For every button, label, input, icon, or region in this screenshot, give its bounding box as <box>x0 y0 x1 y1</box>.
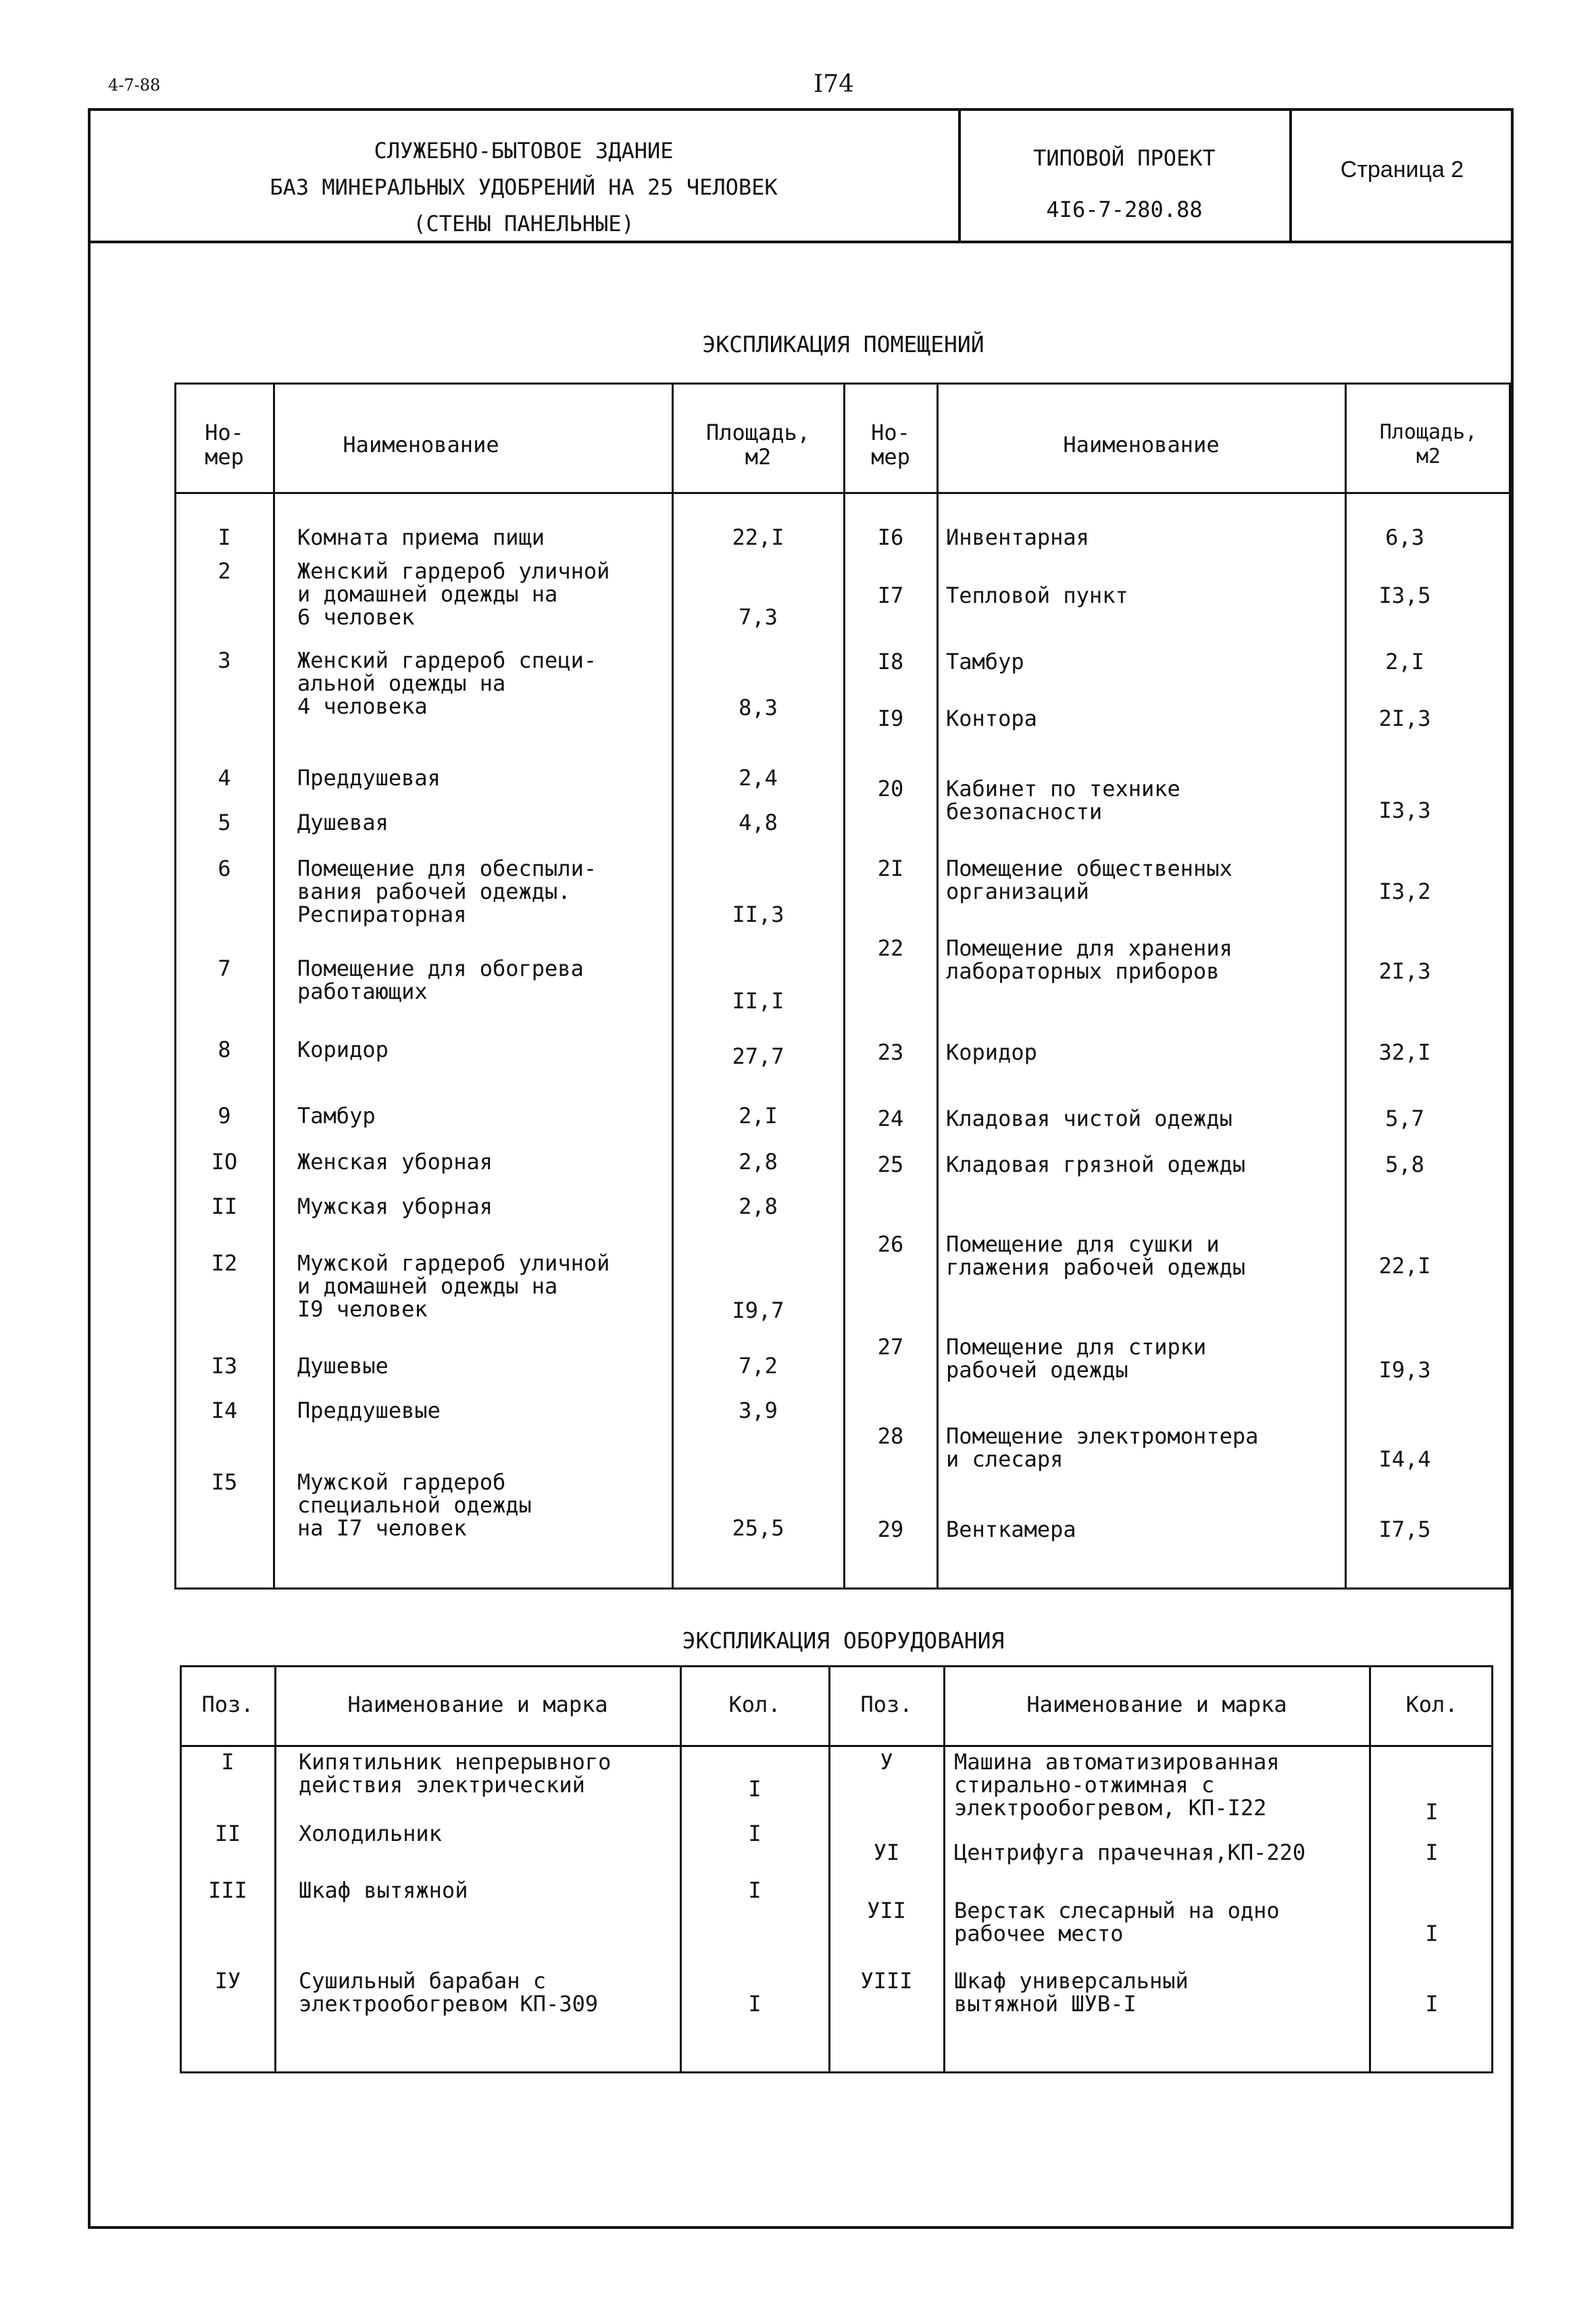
room-name: Душевые <box>297 1353 389 1379</box>
room-number: 27 <box>877 1334 904 1360</box>
room-name: Инвентарная <box>946 524 1089 550</box>
equipment-col-divider <box>828 1665 830 2073</box>
project-number: 4I6-7-280.88 <box>1046 197 1203 222</box>
equipment-header-name-2: Наименование и марка <box>1026 1692 1287 1717</box>
room-name: Помещение для хранения лабораторных приборов <box>946 935 1232 984</box>
room-number: I6 <box>877 524 904 550</box>
room-area: 32,I <box>1378 1039 1431 1065</box>
rooms-col-divider <box>273 383 275 1590</box>
room-number: I4 <box>211 1398 238 1423</box>
rooms-col-divider <box>672 383 674 1590</box>
equipment-name: Машина автоматизированная стирально-отжимная с электрообогревом, КП-I22 <box>954 1749 1280 1821</box>
equipment-name: Центрифуга прачечная,КП-220 <box>954 1840 1306 1865</box>
room-name: Преддушевые <box>297 1398 441 1423</box>
room-name: Кладовая грязной одежды <box>946 1152 1246 1177</box>
room-area: 5,7 <box>1385 1106 1424 1131</box>
equipment-position: I <box>221 1749 234 1775</box>
room-area: I4,4 <box>1378 1446 1431 1472</box>
room-name: Помещение электромонтера и слесаря <box>946 1423 1259 1472</box>
room-area: 2,I <box>739 1103 778 1129</box>
equipment-name: Сушильный барабан с электрообогревом КП-309 <box>299 1968 599 2017</box>
rooms-col-divider <box>1345 383 1347 1590</box>
equipment-name: Холодильник <box>299 1821 442 1846</box>
room-number: 5 <box>218 810 231 835</box>
rooms-header-name-2: Наименование <box>1063 432 1220 458</box>
equipment-quantity: I <box>748 1877 762 1903</box>
room-area: 7,3 <box>739 604 778 630</box>
room-number: 24 <box>877 1106 904 1131</box>
room-area: II,3 <box>732 902 784 927</box>
room-number: II <box>211 1193 238 1219</box>
room-name: Душевая <box>297 810 389 835</box>
room-name: Венткамера <box>946 1517 1076 1542</box>
equipment-quantity: I <box>748 1776 762 1802</box>
rooms-header-area: Площадь, м2 <box>705 420 811 470</box>
equipment-quantity: I <box>1425 1991 1439 2017</box>
header-title-line-1: СЛУЖЕБНО-БЫТОВОЕ ЗДАНИЕ <box>374 138 674 164</box>
equipment-header-qty: Кол. <box>728 1692 781 1717</box>
document-code: 4-7-88 <box>108 76 161 95</box>
room-name: Коридор <box>946 1039 1037 1065</box>
room-number: I8 <box>877 649 904 674</box>
rooms-header-name: Наименование <box>343 432 499 458</box>
equipment-quantity: I <box>1425 1799 1439 1825</box>
room-area: 5,8 <box>1385 1152 1424 1177</box>
room-area: 25,5 <box>732 1515 784 1541</box>
project-block <box>961 132 1288 235</box>
equipment-quantity: I <box>1425 1921 1439 1946</box>
room-number: 6 <box>218 856 231 881</box>
equipment-name: Верстак слесарный на одно рабочее место <box>954 1898 1280 1946</box>
room-name: Тамбур <box>297 1103 376 1129</box>
room-area: 2,4 <box>739 765 778 791</box>
room-number: I9 <box>877 706 904 731</box>
project-label: ТИПОВОЙ ПРОЕКТ <box>1033 145 1216 171</box>
room-number: 22 <box>877 935 904 961</box>
room-number: 4 <box>218 765 231 791</box>
equipment-header-pos-2: Поз. <box>860 1692 913 1717</box>
header-title <box>95 132 953 242</box>
room-number: I2 <box>211 1250 238 1276</box>
room-area: I9,3 <box>1378 1357 1431 1383</box>
equipment-name: Шкаф универсальный вытяжной ШУВ-I <box>954 1968 1189 2017</box>
rooms-col-divider <box>843 383 845 1590</box>
room-number: 20 <box>877 776 904 802</box>
room-name: Тамбур <box>946 649 1024 674</box>
room-area: I7,5 <box>1378 1517 1431 1542</box>
equipment-quantity: I <box>748 1821 762 1846</box>
room-name: Мужской гардероб специальной одежды на I7 человек <box>297 1469 532 1541</box>
equipment-header-qty-2: Кол. <box>1405 1692 1458 1717</box>
equipment-name: Шкаф вытяжной <box>299 1877 468 1903</box>
room-number: I5 <box>211 1469 238 1495</box>
room-number: 28 <box>877 1423 904 1449</box>
room-number: I3 <box>211 1353 238 1379</box>
room-name: Контора <box>946 706 1037 731</box>
room-name: Помещение для сушки и глажения рабочей одежды <box>946 1231 1246 1280</box>
room-area: 4,8 <box>739 810 778 835</box>
equipment-position: II <box>214 1821 241 1846</box>
room-number: 29 <box>877 1517 904 1542</box>
equipment-position: IУ <box>214 1968 241 1994</box>
equipment-position: УIII <box>860 1968 913 1994</box>
equipment-position: III <box>208 1877 247 1903</box>
equipment-col-divider <box>680 1665 682 2073</box>
room-number: 7 <box>218 956 231 981</box>
equipment-col-divider <box>1369 1665 1371 2073</box>
equipment-table-title: ЭКСПЛИКАЦИЯ ОБОРУДОВАНИЯ <box>682 1627 1005 1654</box>
room-name: Преддушевая <box>297 765 441 791</box>
room-name: Помещение для стирки рабочей одежды <box>946 1334 1207 1383</box>
page-number: I74 <box>814 70 855 98</box>
room-area: 2,8 <box>739 1193 778 1219</box>
room-area: 2I,3 <box>1378 958 1431 984</box>
room-number: 3 <box>218 647 231 673</box>
room-area: 7,2 <box>739 1353 778 1379</box>
room-number: I7 <box>877 583 904 608</box>
room-area: 22,I <box>1378 1253 1431 1279</box>
rooms-header-divider <box>174 492 1511 494</box>
room-area: 2,8 <box>739 1149 778 1175</box>
room-name: Кабинет по технике безопасности <box>946 776 1180 824</box>
equipment-header-divider <box>180 1745 1493 1747</box>
room-number: 26 <box>877 1231 904 1257</box>
rooms-col-divider <box>937 383 939 1590</box>
room-number: 2I <box>877 856 904 881</box>
rooms-header-number-2: Но- мер <box>871 420 910 470</box>
header-title-line-2: БАЗ МИНЕРАЛЬНЫХ УДОБРЕНИЙ НА 25 ЧЕЛОВЕК <box>270 174 778 200</box>
room-number: 9 <box>218 1103 231 1129</box>
equipment-position: УII <box>867 1898 906 1923</box>
room-area: 6,3 <box>1385 524 1424 550</box>
header-title-line-3: (СТЕНЫ ПАНЕЛЬНЫЕ) <box>413 211 634 237</box>
rooms-header-area-2: Площадь, м2 <box>1379 420 1478 468</box>
equipment-header-name: Наименование и марка <box>347 1692 608 1717</box>
room-name: Женский гардероб специ- альной одежды на 4 человека <box>297 647 597 719</box>
room-name: Помещение для обогрева работающих <box>297 956 584 1004</box>
room-name: Женская уборная <box>297 1149 493 1175</box>
page-label: Страница 2 <box>1340 157 1464 182</box>
room-name: Помещение общественных организаций <box>946 856 1232 904</box>
room-name: Помещение для обеспыли- вания рабочей одежды. Респираторная <box>297 856 597 927</box>
room-area: 2,I <box>1385 649 1424 674</box>
room-area: I3,3 <box>1378 797 1431 823</box>
room-name: Коридор <box>297 1037 389 1062</box>
room-area: 8,3 <box>739 695 778 720</box>
equipment-col-divider <box>943 1665 945 2073</box>
room-name: Комната приема пищи <box>297 524 545 550</box>
room-number: 8 <box>218 1037 231 1062</box>
equipment-position: У <box>880 1749 893 1775</box>
room-area: I3,5 <box>1378 583 1431 608</box>
equipment-position: УI <box>873 1840 900 1865</box>
room-area: 3,9 <box>739 1398 778 1423</box>
room-name: Мужской гардероб уличной и домашней одежды на I9 человек <box>297 1250 610 1322</box>
equipment-header-pos: Поз. <box>201 1692 254 1717</box>
room-area: 27,7 <box>732 1043 784 1069</box>
room-area: 2I,3 <box>1378 706 1431 731</box>
room-number: 2 <box>218 558 231 584</box>
room-name: Тепловой пункт <box>946 583 1128 608</box>
equipment-quantity: I <box>1425 1840 1439 1865</box>
room-name: Кладовая чистой одежды <box>946 1106 1232 1131</box>
equipment-col-divider <box>274 1665 276 2073</box>
room-area: I3,2 <box>1378 879 1431 904</box>
room-area: 22,I <box>732 524 784 550</box>
room-number: IO <box>211 1149 238 1175</box>
room-name: Женский гардероб уличной и домашней одежды на 6 человек <box>297 558 610 630</box>
room-number: I <box>218 524 231 550</box>
room-area: I9,7 <box>732 1298 784 1323</box>
rooms-table-title: ЭКСПЛИКАЦИЯ ПОМЕЩЕНИЙ <box>702 331 984 358</box>
equipment-quantity: I <box>748 1991 762 2017</box>
room-number: 25 <box>877 1152 904 1177</box>
room-area: II,I <box>732 988 784 1014</box>
room-name: Мужская уборная <box>297 1193 493 1219</box>
room-number: 23 <box>877 1039 904 1065</box>
equipment-name: Кипятильник непрерывного действия электрический <box>299 1749 612 1798</box>
rooms-header-number: Но- мер <box>205 420 244 470</box>
